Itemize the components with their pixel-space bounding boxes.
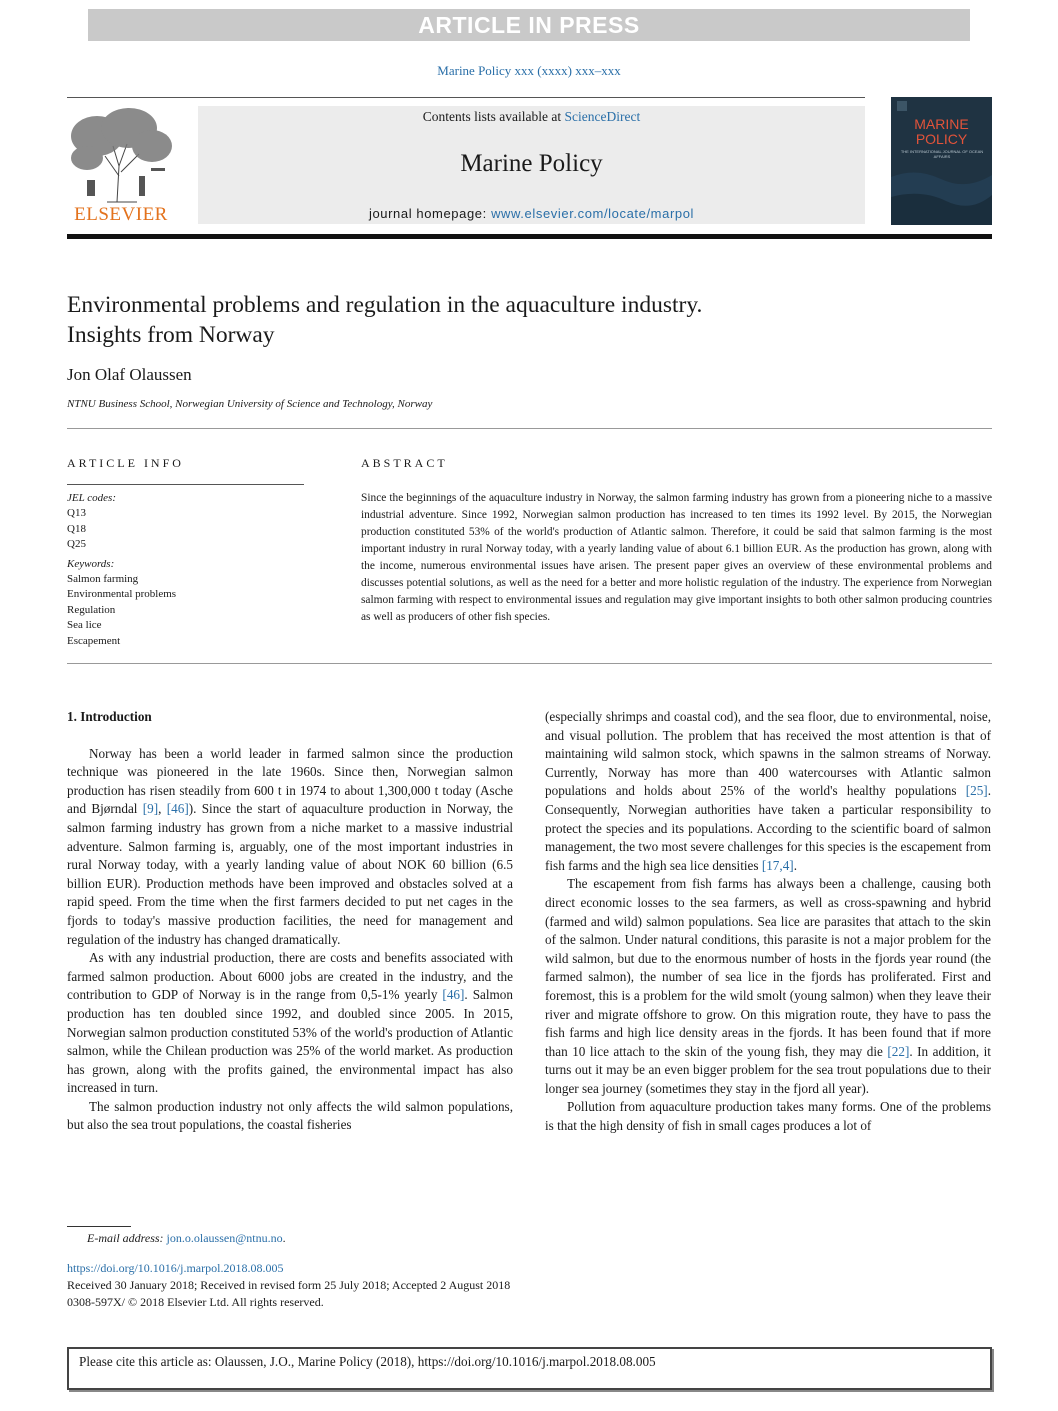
received-dates: Received 30 January 2018; Received in revised form 25 July 2018; Accepted 2 August 2018 xyxy=(67,1278,511,1292)
jel-code: Q25 xyxy=(67,538,86,551)
keyword: Salmon farming xyxy=(67,573,139,586)
body-column-left xyxy=(67,708,513,1135)
divider xyxy=(67,663,992,664)
article-info-divider xyxy=(67,484,304,485)
journal-cover-image xyxy=(891,97,992,225)
article-info-panel xyxy=(67,491,307,649)
divider xyxy=(67,428,992,429)
author-name: Jon Olaf Olaussen xyxy=(67,365,192,384)
citation-link[interactable]: [25] xyxy=(965,783,988,799)
copyright-notice: 0308-597X/ © 2018 Elsevier Ltd. All rights reserved. xyxy=(67,1295,324,1309)
citation-link[interactable]: [46] xyxy=(166,801,189,817)
section-heading-introduction: 1. Introduction xyxy=(67,709,152,724)
body-paragraph: Norway has been a world leader in farmed salmon since the production technique was pioneered in the late 1960s. Since then, Norwegian salmon production has risen steadily from 600 t in 1974 to about 1,300,000 t today (Asche and Bjørndal [9], [46]). Since the start of aquaculture production in Norway, the salmon farming industry has grown from a niche market to a massive industrial adventure. Salmon farming is, arguably, one of the most important industries in rural Norway today, with a yearly landing value of about NOK 60 billion (6.5 billion EUR). Production methods have been improved and obstacles solved at a rapid speed. From the time when the first farmers decided to put net cages in the fjords to today's massive production facilities, the need for management and regulation of the industry has changed dramatically. xyxy=(67,745,514,947)
body-paragraph: The salmon production industry not only affects the wild salmon populations, but also the sea trout populations, the coastal fisheries xyxy=(67,1098,513,1133)
keywords-label: Keywords: xyxy=(67,557,115,570)
keyword: Regulation xyxy=(67,603,116,616)
jel-code: Q18 xyxy=(67,522,86,535)
journal-name: Marine Policy xyxy=(460,150,603,177)
citation-link[interactable]: [22] xyxy=(887,1043,910,1059)
jel-codes-label: JEL codes: xyxy=(67,492,116,504)
article-in-press-banner: ARTICLE IN PRESS xyxy=(88,9,970,41)
keyword: Environmental problems xyxy=(67,588,177,601)
citation-link[interactable]: [9] xyxy=(142,801,159,817)
journal-masthead xyxy=(198,106,865,224)
abstract-heading: ABSTRACT xyxy=(361,456,448,470)
body-paragraph: Pollution from aquaculture production takes many forms. One of the problems is that the high density of fish in small cages produces a lot of xyxy=(545,1099,991,1134)
header-thick-rule xyxy=(67,234,992,239)
email-footnote: E-mail address: jon.o.olaussen@ntnu.no. xyxy=(87,1231,286,1245)
article-info-heading: ARTICLE INFO xyxy=(67,456,184,470)
author-affiliation: NTNU Business School, Norwegian University of Science and Technology, Norway xyxy=(67,398,433,410)
elsevier-wordmark: ELSEVIER xyxy=(74,204,168,225)
elsevier-logo xyxy=(67,106,175,226)
doi-link[interactable]: https://doi.org/10.1016/j.marpol.2018.08.005 xyxy=(67,1261,284,1275)
journal-homepage-link[interactable]: www.elsevier.com/locate/marpol xyxy=(491,206,695,221)
email-link[interactable]: jon.o.olaussen@ntnu.no xyxy=(166,1231,283,1245)
footnote-divider xyxy=(67,1226,131,1227)
citation-link[interactable]: [46] xyxy=(442,987,465,1003)
sciencedirect-link[interactable]: ScienceDirect xyxy=(564,109,641,124)
body-paragraph: The escapement from fish farms has always been a challenge, causing both direct economic losses to the sea farmers, as well as cross-spawning and hybrid (farmed and wild) salmon populations. Sea lice are parasites that attach to the skin of the salmon. Under natural conditions, this parasite is not a major problem for the wild salmon, but due to the enormous number of hosts in the fjords year round (the farmed salmon), the number of sea lice in the fjords has proliferated. First and foremost, this is a problem for the wild smolt (young salmon) when they leave their river and migrate offshore to grow. On this migration route, they have to pass the fish farms and high lice density areas in the fjords. It has been found that if more than 10 lice attach to the skin of the young fish, they may die [22]. In addition, it turns out it may be an even bigger problem for the sea trout populations due to their longer sea journey (sometimes they stay in the fjord all year). xyxy=(545,876,991,1096)
journal-homepage-line: journal homepage: www.elsevier.com/locate/marpol xyxy=(368,206,695,221)
citation-link[interactable]: [17,4] xyxy=(761,857,794,873)
cover-title: MARINE POLICY xyxy=(914,116,969,147)
body-paragraph: (especially shrimps and coastal cod), and the sea floor, due to environmental, noise, and visual pollution. The problem that has received the most attention is that of maintaining wild salmon stock, which spawns in the salmon streams of Norway. Currently, Norway has more than 400 watercourses with Atlantic salmon populations and holds about 25% of the world's healthy populations [25]. Consequently, Norwegian authorities have taken a particular responsibility to protect the species and its populations. According to the scientific board of salmon management, the two most severe challenges for this species is the escapement from fish farms and the high sea lice densities [17,4]. xyxy=(545,709,991,873)
body-column-right xyxy=(545,708,991,1136)
citation-text: Please cite this article as: Olaussen, J.O., Marine Policy (2018), https://doi.org/10.1016/j.marpol.2018.08.005 xyxy=(79,1354,656,1369)
article-title: Environmental problems and regulation in the aquaculture industry. Insights from Norway xyxy=(67,292,703,348)
keyword: Sea lice xyxy=(67,619,102,632)
cover-subtitle: THE INTERNATIONAL JOURNAL OF OCEAN AFFAIRS xyxy=(900,149,984,159)
journal-reference-link[interactable]: Marine Policy xxx (xxxx) xxx–xxx xyxy=(437,63,621,78)
body-paragraph: As with any industrial production, there are costs and benefits associated with farmed salmon production. About 6000 jobs are created in the industry, and the contribution to GDP of Norway is in the range from 0,5-1% yearly [46]. Salmon production has ten doubled since 1992, and doubled since 2005. In 2015, Norwegian salmon production constituted 53% of the world's production of Atlantic salmon, while the Chilean production was 25% of the world market. As production has grown, along with the profits gained, the environmental impact has also increased in turn. xyxy=(67,950,513,1096)
header-divider xyxy=(67,97,865,98)
citation-box xyxy=(67,1347,992,1390)
elsevier-tree-icon xyxy=(67,106,175,204)
abstract-text: Since the beginnings of the aquaculture industry in Norway, the salmon farming industry has grown from a pioneering niche to a massive industrial adventure. Since 1992, Norwegian salmon production has increased to ten times its 1992 level. By 2015, the Norwegian production constituted 53% of the world's production of Atlantic salmon. Therefore, it could be said that salmon farming is the most important industry in rural Norway today, with a yearly landing value of about 6.1 billion EUR. As the production has grown, along with the income, numerous environmental issues have arisen. The present paper gives an overview of these environmental problems and discusses potential solutions, as well as the need for a better and more holistic regulation of the industry. The experience from Norwegian salmon farming with respect to environmental issues and regulation may give important insights to both other salmon producing countries as well as producers of other fish species. xyxy=(361,492,992,623)
contents-available-line: Contents lists available at ScienceDirect xyxy=(422,109,641,124)
keyword: Escapement xyxy=(67,634,121,647)
jel-code: Q13 xyxy=(67,507,86,520)
